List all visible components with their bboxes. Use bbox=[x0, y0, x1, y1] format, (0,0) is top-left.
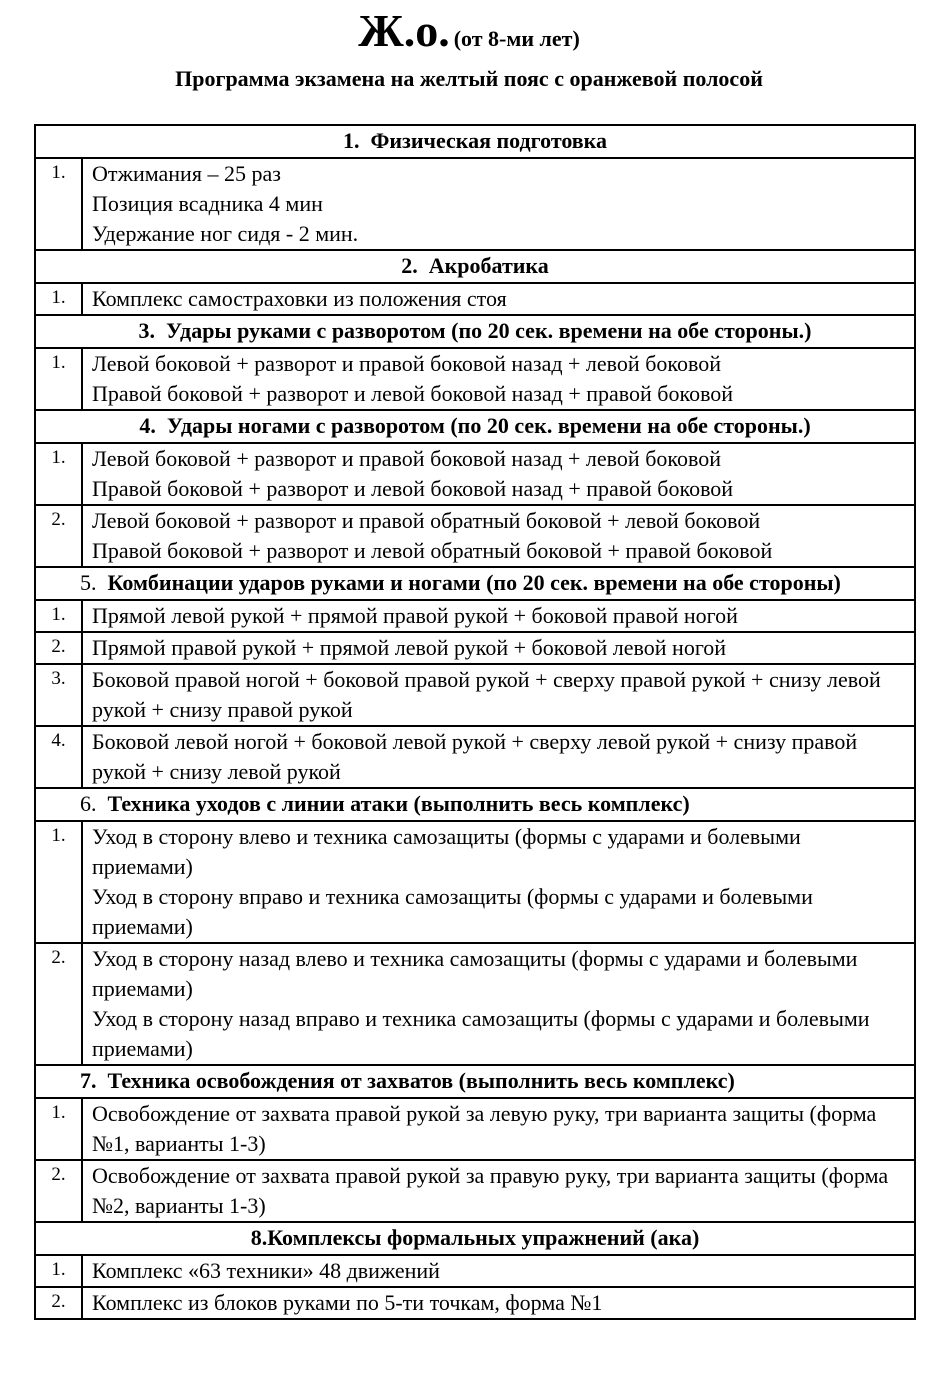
table-row bbox=[35, 1098, 915, 1160]
table-row bbox=[35, 1287, 915, 1319]
section-name: Удары руками с разворотом (по 20 сек. времени на обе стороны.) bbox=[166, 318, 812, 343]
section-title bbox=[35, 567, 915, 600]
item-text bbox=[82, 726, 915, 788]
section-name: Техника уходов с линии атаки (выполнить весь комплекс) bbox=[107, 791, 690, 816]
item-line: Правой боковой + разворот и левой обратный боковой + правой боковой bbox=[92, 538, 773, 563]
item-number: 1. bbox=[35, 1255, 82, 1287]
item-number: 2. bbox=[35, 1287, 82, 1319]
item-line: Правой боковой + разворот и левой боковой назад + правой боковой bbox=[92, 381, 734, 406]
section-header-row bbox=[35, 788, 915, 821]
item-number: 1. bbox=[35, 283, 82, 315]
item-number: 1. bbox=[35, 1098, 82, 1160]
item-text bbox=[82, 1098, 915, 1160]
item-line: Комплекс самостраховки из положения стоя bbox=[92, 286, 507, 311]
item-text bbox=[82, 348, 915, 410]
item-text bbox=[82, 600, 915, 632]
page-title bbox=[0, 5, 938, 56]
exam-program-table bbox=[34, 124, 916, 1320]
section-name: Удары ногами с разворотом (по 20 сек. времени на обе стороны.) bbox=[166, 413, 811, 438]
table-row bbox=[35, 821, 915, 943]
section-number: 1. bbox=[342, 128, 360, 153]
table-row bbox=[35, 348, 915, 410]
section-header-row bbox=[35, 315, 915, 348]
section-name: Акробатика bbox=[428, 253, 549, 278]
item-line: Освобождение от захвата правой рукой за правую руку, три варианта защиты (форма №2, варианты 1-3) bbox=[92, 1163, 889, 1218]
item-text bbox=[82, 158, 915, 250]
section-name: Физическая подготовка bbox=[370, 128, 608, 153]
item-line: Комплекс «63 техники» 48 движений bbox=[92, 1258, 440, 1283]
section-header-row bbox=[35, 125, 915, 158]
table-row bbox=[35, 632, 915, 664]
item-line: Отжимания – 25 раз bbox=[92, 161, 281, 186]
section-name: Комбинации ударов руками и ногами (по 20 сек. времени на обе стороны) bbox=[107, 570, 841, 595]
item-text bbox=[82, 505, 915, 567]
section-title bbox=[35, 315, 915, 348]
section-name: Комплексы формальных упражнений (ака) bbox=[267, 1225, 700, 1250]
item-line: Прямой левой рукой + прямой правой рукой + боковой правой ногой bbox=[92, 603, 738, 628]
section-header-row bbox=[35, 567, 915, 600]
section-number: 2. bbox=[401, 253, 418, 278]
section-header-row bbox=[35, 250, 915, 283]
section-number: 5. bbox=[80, 570, 97, 595]
table-row bbox=[35, 600, 915, 632]
table-row bbox=[35, 158, 915, 250]
item-text bbox=[82, 1255, 915, 1287]
section-title bbox=[35, 788, 915, 821]
table-row bbox=[35, 726, 915, 788]
table-row bbox=[35, 505, 915, 567]
item-line: Прямой правой рукой + прямой левой рукой + боковой левой ногой bbox=[92, 635, 727, 660]
item-line: Уход в сторону влево и техника самозащиты (формы с ударами и болевыми приемами) bbox=[92, 824, 801, 879]
item-line: Левой боковой + разворот и правой боковой назад + левой боковой bbox=[92, 446, 721, 471]
item-line: Левой боковой + разворот и правой боковой назад + левой боковой bbox=[92, 351, 721, 376]
item-number: 1. bbox=[35, 821, 82, 943]
item-line: Боковой левой ногой + боковой левой рукой + сверху левой рукой + снизу правой рукой + снизу левой рукой bbox=[92, 729, 858, 784]
item-text bbox=[82, 1287, 915, 1319]
table-row bbox=[35, 1160, 915, 1222]
item-number: 3. bbox=[35, 664, 82, 726]
section-number: 8. bbox=[250, 1225, 268, 1250]
section-title bbox=[35, 1222, 915, 1255]
section-title bbox=[35, 1065, 915, 1098]
section-header-row bbox=[35, 1222, 915, 1255]
item-line: Освобождение от захвата правой рукой за левую руку, три варианта защиты (форма №1, варианты 1-3) bbox=[92, 1101, 877, 1156]
item-line: Правой боковой + разворот и левой боковой назад + правой боковой bbox=[92, 476, 734, 501]
item-number: 1. bbox=[35, 158, 82, 250]
item-line: Левой боковой + разворот и правой обратный боковой + левой боковой bbox=[92, 508, 761, 533]
table-row bbox=[35, 443, 915, 505]
table-row bbox=[35, 1255, 915, 1287]
section-title bbox=[35, 250, 915, 283]
item-line: Позиция всадника 4 мин bbox=[92, 191, 323, 216]
section-number: 3. bbox=[138, 318, 156, 343]
section-title bbox=[35, 125, 915, 158]
section-number: 4. bbox=[139, 413, 156, 438]
table-row bbox=[35, 283, 915, 315]
item-number: 2. bbox=[35, 505, 82, 567]
title-main: Ж.о. bbox=[358, 5, 450, 56]
table-row bbox=[35, 943, 915, 1065]
item-text bbox=[82, 443, 915, 505]
section-number: 7. bbox=[80, 1068, 97, 1093]
item-number: 2. bbox=[35, 943, 82, 1065]
section-name: Техника освобождения от захватов (выполнить весь комплекс) bbox=[107, 1068, 735, 1093]
item-number: 1. bbox=[35, 600, 82, 632]
item-text bbox=[82, 632, 915, 664]
item-text bbox=[82, 821, 915, 943]
item-number: 4. bbox=[35, 726, 82, 788]
section-header-row bbox=[35, 1065, 915, 1098]
item-line: Уход в сторону вправо и техника самозащиты (формы с ударами и болевыми приемами) bbox=[92, 884, 813, 939]
item-line: Уход в сторону назад влево и техника самозащиты (формы с ударами и болевыми приемами) bbox=[92, 946, 858, 1001]
item-text bbox=[82, 664, 915, 726]
item-number: 1. bbox=[35, 443, 82, 505]
item-line: Уход в сторону назад вправо и техника самозащиты (формы с ударами и болевыми приемами) bbox=[92, 1006, 870, 1061]
title-age: (от 8-ми лет) bbox=[453, 26, 580, 51]
item-number: 1. bbox=[35, 348, 82, 410]
section-number: 6. bbox=[80, 791, 97, 816]
item-number: 2. bbox=[35, 632, 82, 664]
item-text bbox=[82, 1160, 915, 1222]
item-text bbox=[82, 943, 915, 1065]
page-subtitle: Программа экзамена на желтый пояс с оранжевой полосой bbox=[175, 66, 763, 91]
item-line: Комплекс из блоков руками по 5-ти точкам, форма №1 bbox=[92, 1290, 603, 1315]
section-header-row bbox=[35, 410, 915, 443]
item-number: 2. bbox=[35, 1160, 82, 1222]
item-text bbox=[82, 283, 915, 315]
item-line: Удержание ног сидя - 2 мин. bbox=[92, 221, 359, 246]
item-line: Боковой правой ногой + боковой правой рукой + сверху правой рукой + снизу левой рукой + снизу правой рукой bbox=[92, 667, 881, 722]
table-row bbox=[35, 664, 915, 726]
section-title bbox=[35, 410, 915, 443]
